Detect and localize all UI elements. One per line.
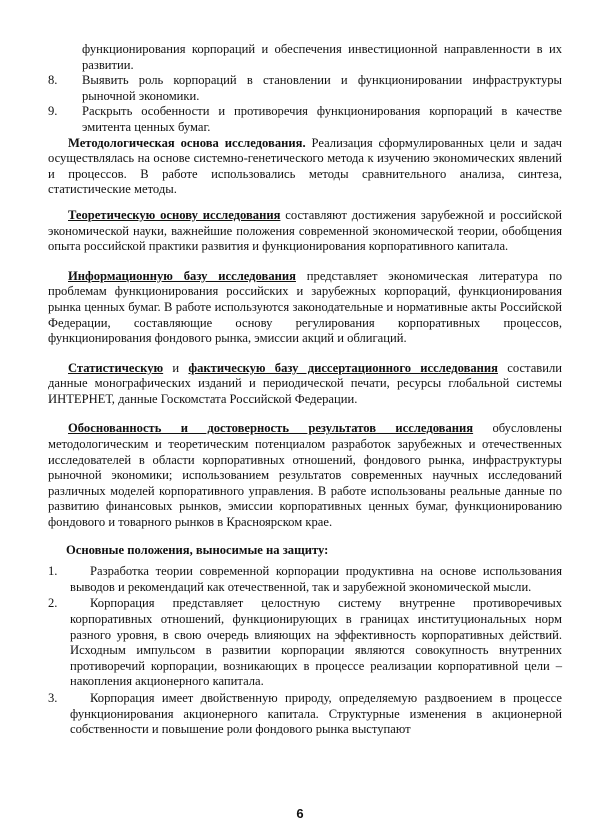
stat-base-text: составили данные монографических изданий и периодической печати, ресурсы глобальной системы ИНТЕРНЕТ, данные Госкомстата Российской Федерации.	[48, 360, 562, 406]
page-text	[48, 42, 562, 739]
thesis-number: 2.	[48, 596, 58, 611]
thesis-item-1	[48, 564, 562, 595]
goal-item-9	[48, 104, 562, 135]
stat-base-paragraph	[48, 361, 562, 408]
thesis-text: Корпорация представляет целостную систему внутренне противоречивых корпоративных отношений, функционирующих в границах институциональных норм разного уровня, в свою очередь влияющих на эффективность корпоративных действий. Исходным импульсом в развитии корпорации являются совокупность внутренних противоречий корпорации, возникающих в процессе реализации корпоративной цели – накопления акционерного капитала.	[70, 596, 562, 689]
stat-base-lead-1: Статистическую	[68, 360, 164, 375]
thesis-text: Корпорация имеет двойственную природу, определяемую раздвоением в процессе функционирования акционерного капитала. Структурные изменения в акционерной собственности и повышение роли фондового рынка выступают	[70, 690, 562, 737]
validity-paragraph	[48, 421, 562, 530]
thesis-item-2	[48, 596, 562, 690]
theses-heading: Основные положения, выносимые на защиту:	[66, 542, 329, 557]
methodology-text: Реализация сформулированных цели и задач осуществлялась на основе системно-генетического метода к изучению экономических явлений и процессов. В работе использовались методы сравнительного анализа, синтеза, статистические методы.	[48, 135, 562, 197]
thesis-text: Разработка теории современной корпорации продуктивна на основе использования выводов и рекомендаций как отечественной, так и зарубежной экономической мысли.	[70, 564, 562, 594]
goal-number: 8.	[48, 73, 58, 88]
theory-lead: Теоретическую основу исследования	[68, 207, 281, 222]
thesis-number: 3.	[48, 690, 58, 705]
stat-base-mid: и	[163, 360, 189, 375]
goal-item-8	[48, 73, 562, 104]
validity-text: обусловлены методологическим и теоретическим потенциалом разработок зарубежных и отечественных исследователей в области корпоративных отношений, фондового рынка, инфраструктуры рыночной экономики; использованием результатов современных научных исследований различных моделей корпоративного управления. В работе использованы реальные данные по развитию финансовых рынков, эмиссии корпоративных ценных бумаг, функционированию фондового и товарного рынков в Красноярском крае.	[48, 421, 562, 530]
theory-paragraph	[48, 208, 562, 255]
theory-text: составляют достижения зарубежной и российской экономической науки, важнейшие положения современной экономической теории, обобщения опыта российской практики развития и функционирования корпоративного капитала.	[48, 207, 562, 254]
goal-text: Выявить роль корпораций в становлении и функционировании инфраструктуры рыночной экономики.	[82, 73, 562, 103]
methodology-lead: Методологическая основа исследования.	[68, 135, 306, 150]
info-base-paragraph	[48, 269, 562, 347]
thesis-number: 1.	[48, 564, 58, 579]
page-number: 6	[296, 806, 304, 821]
top-continuation: функционирования корпораций и обеспечения инвестиционной направленности в их развитии.	[82, 42, 562, 72]
goal-number: 9.	[48, 104, 58, 119]
goal-text: Раскрыть особенности и противоречия функционирования корпораций в качестве эмитента ценных бумаг.	[82, 104, 562, 134]
theses-list	[48, 564, 562, 738]
methodology-paragraph	[48, 136, 562, 198]
stat-base-lead-2: фактическую базу диссертационного исследования	[188, 360, 498, 375]
info-base-lead: Информационную базу исследования	[68, 268, 296, 283]
thesis-item-3	[48, 691, 562, 738]
validity-lead: Обоснованность и достоверность результатов исследования	[68, 421, 474, 436]
info-base-text: представляет экономическая литература по проблемам функционирования российских и зарубежных корпораций, функционирования рынка ценных бумаг. В работе используются законодательные и нормативные акты Российской Федерации, составляющие основу регулирования корпоративных процессов, функционирования фондового рынка, эмиссии акций и облигаций.	[48, 268, 563, 346]
